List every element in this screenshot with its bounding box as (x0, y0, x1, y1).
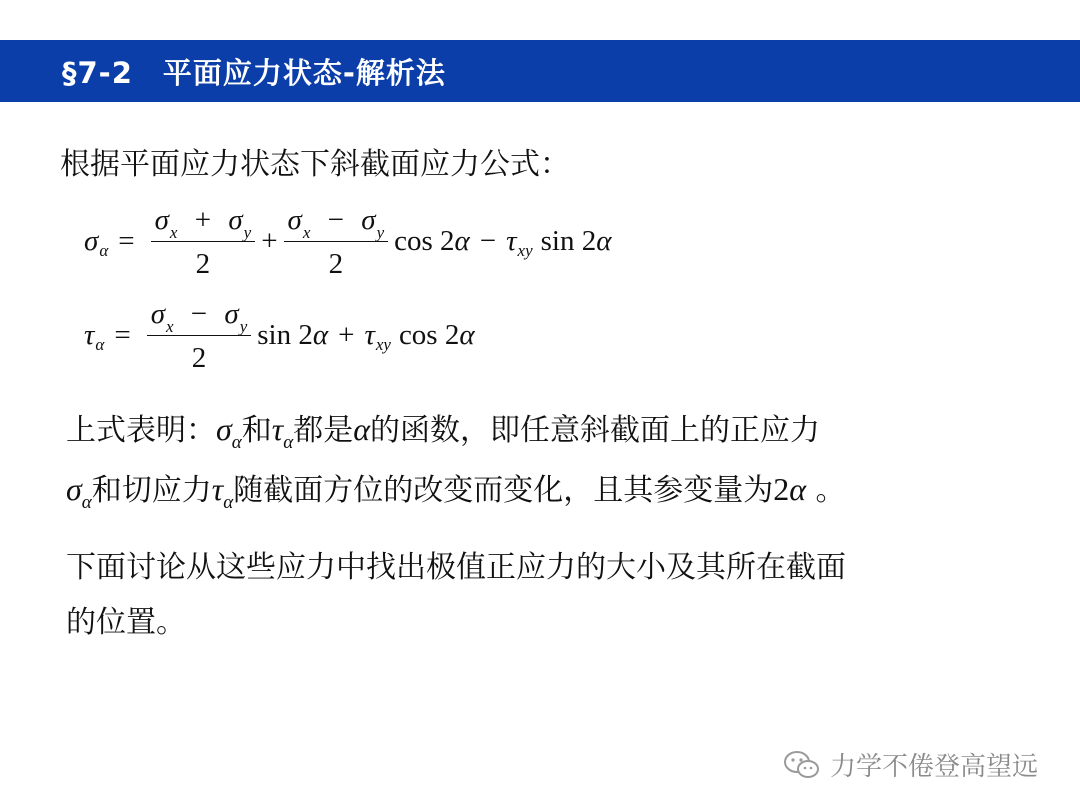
equals-sign: = (118, 225, 135, 257)
paragraph-line: 上式表明：$\sigma_\alpha$和$\tau_\alpha$都是α的函数，即任意斜截面上的正应力 (66, 411, 820, 453)
fraction (151, 204, 256, 279)
symbol: τ (84, 319, 95, 351)
subscript: xy (375, 334, 391, 354)
title-bar (0, 40, 1080, 102)
slide-title: §7-2 平面应力状态-解析法 (62, 56, 446, 90)
paragraph-line: $\sigma_\alpha$和切应力$\tau_\alpha$随截面方位的改变而变化，且其参变量为2α 。 (66, 471, 846, 513)
sin-term: sin 2 (257, 319, 313, 351)
plus-sign: + (338, 319, 355, 351)
sin-term: sin 2 (540, 225, 597, 257)
denominator: 2 (191, 342, 207, 374)
tau-symbol: τ (364, 319, 375, 351)
explanation-paragraph (66, 402, 846, 522)
minus-sign: − (479, 225, 497, 257)
numerator: $\sigma_x - \sigma_y$ (284, 204, 389, 242)
cos-term: cos 2 (398, 319, 460, 351)
formula-tau-alpha (84, 298, 475, 373)
equals-sign: = (114, 319, 131, 351)
subscript: α (99, 240, 109, 260)
alpha-symbol: α (459, 319, 475, 351)
watermark-text: 力学不倦登高望远 (830, 752, 1039, 782)
symbol: σ (84, 225, 99, 257)
denominator: 2 (328, 248, 344, 280)
discussion-paragraph (66, 540, 846, 650)
wechat-icon (782, 749, 822, 781)
alpha-symbol: α (454, 225, 470, 257)
subscript: xy (517, 240, 533, 260)
numerator: $\sigma_x + \sigma_y$ (151, 204, 256, 242)
alpha-symbol: α (596, 225, 612, 257)
fraction (284, 204, 389, 279)
intro-text: 根据平面应力状态下斜截面应力公式： (60, 147, 570, 182)
watermark (782, 746, 1038, 783)
fraction (147, 298, 252, 373)
denominator: 2 (195, 248, 211, 280)
alpha-symbol: α (312, 319, 329, 351)
paragraph-line: 的位置。 (66, 605, 186, 640)
cos-term: cos 2 (394, 225, 455, 257)
tau-symbol: τ (506, 225, 517, 257)
numerator: $\sigma_x - \sigma_y$ (147, 298, 252, 336)
plus-sign: + (261, 225, 278, 257)
paragraph-line: 下面讨论从这些应力中找出极值正应力的大小及其所在截面 (66, 550, 846, 585)
formula-sigma-alpha (84, 204, 611, 279)
subscript: α (95, 334, 105, 354)
